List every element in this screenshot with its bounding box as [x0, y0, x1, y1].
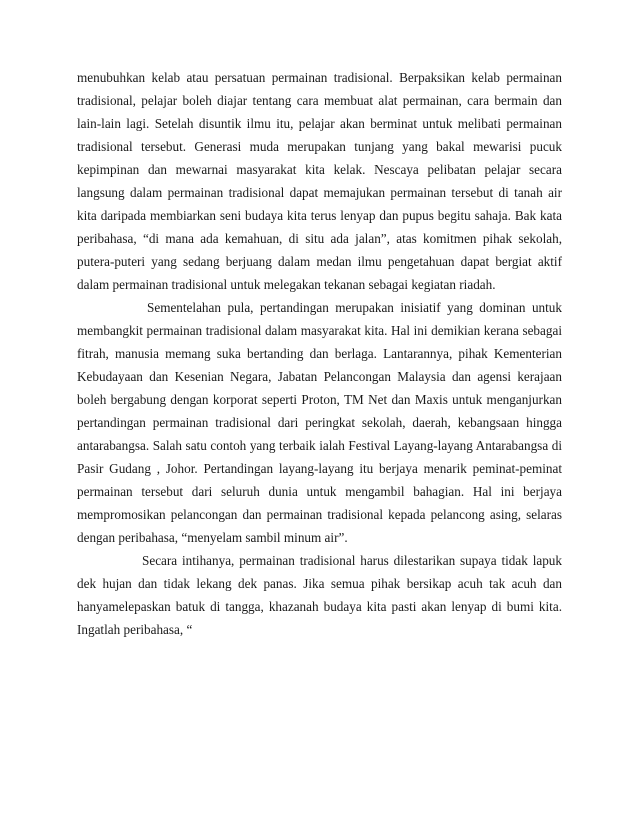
- paragraph-traditional-games-club: menubuhkan kelab atau persatuan permainan tradisional. Berpaksikan kelab permainan tradisional, pelajar boleh diajar tentang cara membuat alat permainan, cara bermain dan lain-lain lagi. Setelah disuntik ilmu itu, pelajar akan berminat untuk melibati permainan tradisional tersebut. Generasi muda merupakan tunjang yang bakal mewarisi pucuk kepimpinan dan mewarnai masyarakat kita kelak. Nescaya pelibatan pelajar secara langsung dalam permainan tradisional dapat memajukan permainan tersebut di tanah air kita daripada membiarkan seni budaya kita terus lenyap dan pupus begitu sahaja. Bak kata peribahasa, “di mana ada kemahuan, di situ ada jalan”, atas komitmen pihak sekolah, putera-puteri yang sedang berjuang dalam medan ilmu pengetahuan dapat bergiat aktif dalam permainan tradisional untuk melegakan tekanan sebagai kegiatan riadah.: [77, 70, 562, 292]
- body-text: [77, 66, 562, 641]
- paragraph-conclusion: Secara intihanya, permainan tradisional harus dilestarikan supaya tidak lapuk dek hujan dan tidak lekang dek panas. Jika semua pihak bersikap acuh tak acuh dan hanyamelepaskan batuk di tangga, khazanah budaya kita pasti akan lenyap di bumi kita. Ingatlah peribahasa, “: [77, 553, 562, 637]
- paragraph-competitions: Sementelahan pula, pertandingan merupakan inisiatif yang dominan untuk membangkit permainan tradisional dalam masyarakat kita. Hal ini demikian kerana sebagai fitrah, manusia memang suka bertanding dan berlaga. Lantarannya, pihak Kementerian Kebudayaan dan Kesenian Negara, Jabatan Pelancongan Malaysia dan agensi kerajaan boleh bergabung dengan korporat seperti Proton, TM Net dan Maxis untuk menganjurkan pertandingan permainan tradisional dari peringkat sekolah, daerah, kebangsaan hingga antarabangsa. Salah satu contoh yang terbaik ialah Festival Layang-layang Antarabangsa di Pasir Gudang , Johor. Pertandingan layang-layang itu berjaya menarik peminat-peminat permainan tersebut dari seluruh dunia untuk mengambil bahagian. Hal ini berjaya mempromosikan pelancongan dan permainan tradisional kepada pelancong asing, selaras dengan peribahasa, “menyelam sambil minum air”.: [77, 300, 562, 545]
